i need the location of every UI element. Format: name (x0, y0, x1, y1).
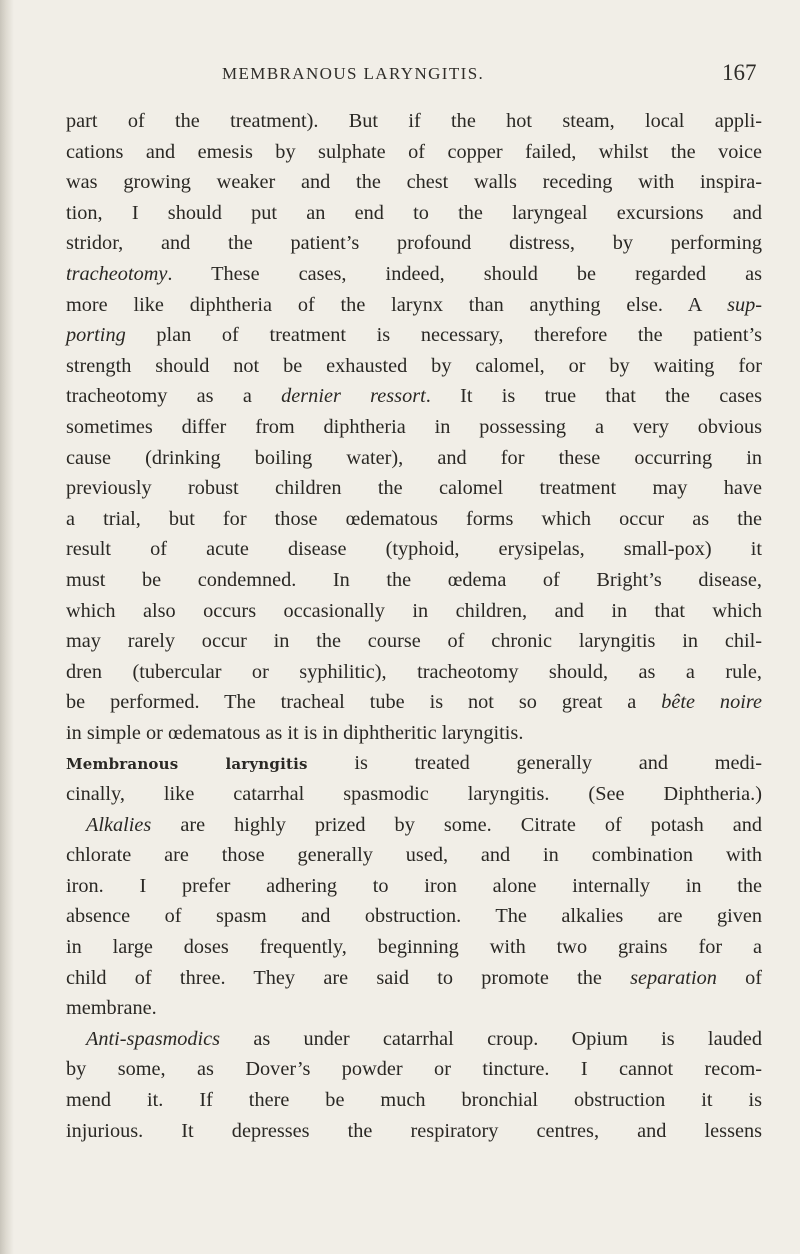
text-line (66, 718, 762, 749)
text-line (66, 412, 762, 443)
text-line (66, 167, 762, 198)
text-line (66, 443, 762, 474)
text-segment: is treated generally and medi- (307, 752, 763, 775)
text-line (66, 932, 762, 963)
text-line (66, 1116, 762, 1147)
text-segment: a trial, but for those œdematous forms which occur as the (66, 507, 762, 530)
text-line (66, 504, 762, 535)
text-line (66, 810, 762, 841)
text-segment: may rarely occur in the course of chronic laryngitis in chil- (66, 630, 762, 653)
page-number: 167 (722, 60, 757, 85)
running-head: MEMBRANOUS LARYNGITIS. (222, 64, 485, 83)
page-header (0, 62, 800, 92)
text-segment: cations and emesis by sulphate of copper failed, whilst the voice (66, 140, 762, 163)
text-segment: child of three. They are said to promote the (66, 966, 631, 989)
text-line (66, 901, 762, 932)
text-line (66, 290, 762, 321)
text-line (66, 626, 762, 657)
text-line (66, 1085, 762, 1116)
text-line (66, 565, 762, 596)
text-line (66, 596, 762, 627)
text-segment: iron. I prefer adhering to iron alone internally in the (66, 874, 762, 897)
text-segment: mend it. If there be much bronchial obstruction it is (66, 1089, 762, 1111)
text-line (66, 840, 762, 871)
text-segment: must be condemned. In the œdema of Bright’s disease, (66, 568, 762, 591)
text-line (66, 779, 762, 810)
text-segment: plan of treatment is necessary, therefore the patient’s (125, 324, 762, 347)
text-line (66, 320, 762, 351)
text-segment: by some, as Dover’s powder or tincture. I cannot recom- (66, 1058, 762, 1081)
text-segment: strength should not be exhausted by calomel, or by waiting for (66, 354, 762, 377)
italic-text: tracheotomy (66, 262, 168, 285)
text-segment: in simple or œdematous as it is in diphtheritic laryngitis. (66, 721, 524, 744)
text-segment: chlorate are those generally used, and in combination with (66, 844, 762, 867)
text-segment: absence of spasm and obstruction. The alkalies are given (66, 905, 762, 928)
text-segment: cinally, like catarrhal spasmodic laryngitis. (See Diphtheria.) (66, 783, 762, 806)
body-text (66, 106, 762, 1146)
text-line (66, 259, 762, 290)
text-line (66, 748, 762, 779)
text-line (66, 351, 762, 382)
text-segment: in large doses frequently, beginning with two grains for a (66, 936, 762, 959)
text-line (66, 228, 762, 259)
text-segment: stridor, and the patient’s profound distress, by performing (66, 232, 762, 255)
text-segment: more like diphtheria of the larynx than anything else. A (66, 293, 728, 316)
text-line (66, 473, 762, 504)
text-segment: cause (drinking boiling water), and for these occurring in (66, 446, 762, 469)
text-segment: of (716, 966, 762, 989)
text-segment: membrane. (66, 997, 157, 1020)
text-line (66, 534, 762, 565)
text-segment: was growing weaker and the chest walls receding with inspira- (66, 171, 762, 194)
text-segment: result of acute disease (typhoid, erysipelas, small-pox) it (66, 538, 762, 561)
text-segment: injurious. It depresses the respiratory centres, and lessens (66, 1119, 762, 1142)
text-line (66, 198, 762, 229)
text-segment: tracheotomy as a (66, 385, 282, 408)
text-segment: are highly prized by some. Citrate of potash and (151, 813, 762, 836)
text-segment: which also occurs occasionally in children, and in that which (66, 599, 762, 622)
text-line (66, 657, 762, 688)
text-segment: part of the treatment). But if the hot steam, local appli- (66, 110, 762, 132)
text-line (66, 871, 762, 902)
italic-text: dernier ressort (281, 385, 426, 408)
text-line (66, 106, 762, 137)
italic-text: Alkalies (86, 813, 152, 836)
text-line (66, 1054, 762, 1085)
text-line (66, 963, 762, 994)
italic-text: porting (66, 324, 126, 347)
text-segment: . It is true that the cases (425, 385, 762, 408)
italic-text: sup- (727, 293, 762, 316)
text-line (66, 993, 762, 1024)
italic-text: separation (630, 966, 717, 989)
text-segment: as under catarrhal croup. Opium is lauded (220, 1027, 762, 1050)
text-segment: dren (tubercular or syphilitic), tracheotomy should, as a rule, (66, 660, 762, 683)
bold-heading-text: Membranous laryngitis (66, 755, 308, 774)
text-segment: be performed. The tracheal tube is not so great a (66, 691, 662, 714)
italic-text: Anti-spasmodics (86, 1027, 221, 1050)
text-segment: tion, I should put an end to the laryngeal excursions and (66, 201, 762, 224)
page-binding-shadow (0, 0, 14, 1254)
text-segment: sometimes differ from diphtheria in possessing a very obvious (66, 415, 762, 438)
text-line (66, 137, 762, 168)
text-segment: previously robust children the calomel treatment may have (66, 477, 762, 500)
text-segment: . These cases, indeed, should be regarded as (167, 262, 762, 285)
text-line (66, 687, 762, 718)
text-line (66, 1024, 762, 1055)
italic-text: bête noire (661, 691, 762, 714)
text-line (66, 381, 762, 412)
